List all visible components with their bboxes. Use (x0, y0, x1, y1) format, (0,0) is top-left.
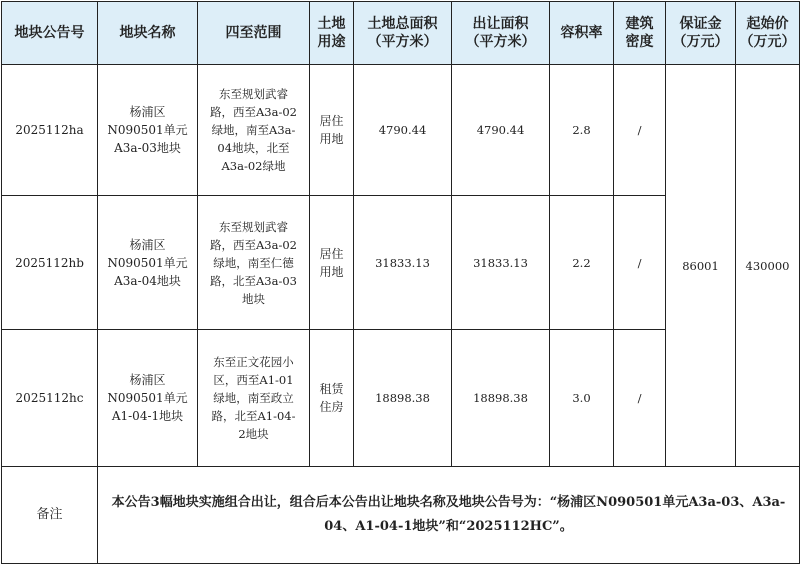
land-use: 居住 用地 (310, 65, 354, 196)
header-row (2, 2, 800, 65)
floor-area-ratio: 2.8 (550, 65, 614, 196)
start-price-value: 430000 (736, 65, 800, 467)
parcel-name: 杨浦区 N090501单元 A1-04-1地块 (98, 330, 198, 467)
total-area: 4790.44 (354, 65, 452, 196)
building-density: / (614, 65, 666, 196)
parcel-boundary: 东至规划武睿 路，西至A3a-02 绿地，南至仁德 路，北至A3a-03 地块 (198, 196, 310, 330)
grant-area: 18898.38 (452, 330, 550, 467)
deposit-value: 86001 (666, 65, 736, 467)
building-density: / (614, 330, 666, 467)
parcel-name: 杨浦区 N090501单元 A3a-04地块 (98, 196, 198, 330)
note-row (2, 467, 800, 564)
header-far: 容积率 (550, 2, 614, 65)
land-use: 居住 用地 (310, 196, 354, 330)
parcel-code: 2025112hc (2, 330, 98, 467)
header-total-area: 土地总面积 （平方米） (354, 2, 452, 65)
parcel-code: 2025112ha (2, 65, 98, 196)
floor-area-ratio: 2.2 (550, 196, 614, 330)
note-text: 本公告3幅地块实施组合出让，组合后本公告出让地块名称及地块公告号为：“杨浦区N090501单元A3a-03、A3a-04、A1-04-1地块”和“2025112HC”。 (98, 467, 800, 564)
building-density: / (614, 196, 666, 330)
parcel-code: 2025112hb (2, 196, 98, 330)
total-area: 31833.13 (354, 196, 452, 330)
header-parcel-code: 地块公告号 (2, 2, 98, 65)
grant-area: 31833.13 (452, 196, 550, 330)
land-use: 租赁 住房 (310, 330, 354, 467)
header-grant-area: 出让面积 （平方米） (452, 2, 550, 65)
grant-area: 4790.44 (452, 65, 550, 196)
land-auction-table (1, 1, 800, 564)
header-boundary: 四至范围 (198, 2, 310, 65)
header-start-price: 起始价 （万元） (736, 2, 800, 65)
floor-area-ratio: 3.0 (550, 330, 614, 467)
parcel-boundary: 东至正文花园小 区，西至A1-01 绿地，南至政立 路，北至A1-04- 2地块 (198, 330, 310, 467)
header-density: 建筑 密度 (614, 2, 666, 65)
note-label: 备注 (2, 467, 98, 564)
total-area: 18898.38 (354, 330, 452, 467)
parcel-name: 杨浦区 N090501单元 A3a-03地块 (98, 65, 198, 196)
header-deposit: 保证金 （万元） (666, 2, 736, 65)
header-parcel-name: 地块名称 (98, 2, 198, 65)
parcel-boundary: 东至规划武睿 路，西至A3a-02 绿地，南至A3a- 04地块，北至 A3a-02绿地 (198, 65, 310, 196)
header-land-use: 土地 用途 (310, 2, 354, 65)
table-row (2, 65, 800, 196)
